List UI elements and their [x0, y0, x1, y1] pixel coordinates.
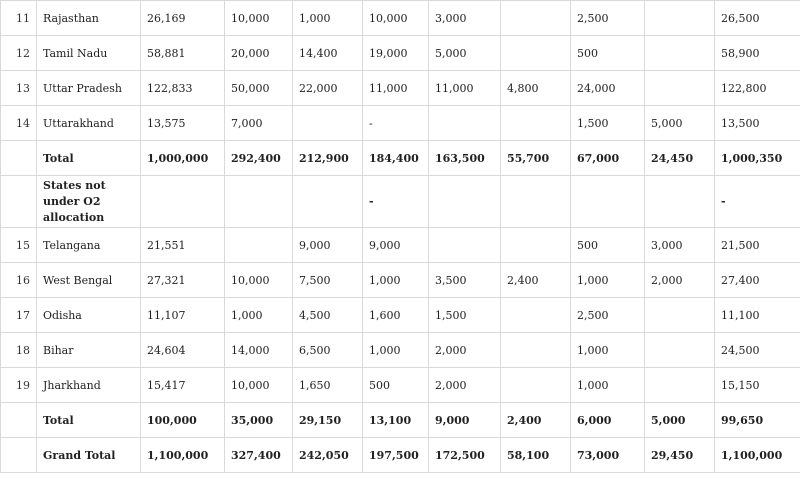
- value-cell: 6,000: [571, 403, 645, 438]
- value-cell: 20,000: [225, 36, 293, 71]
- value-cell: 14,000: [225, 333, 293, 368]
- value-cell: 15,417: [141, 368, 225, 403]
- state-name-cell: Total: [37, 403, 141, 438]
- value-cell: 26,500: [715, 1, 800, 36]
- value-cell: [645, 176, 715, 228]
- value-cell: 21,500: [715, 228, 800, 263]
- value-cell: 7,000: [225, 106, 293, 141]
- value-cell: [501, 36, 571, 71]
- value-cell: 2,000: [645, 263, 715, 298]
- value-cell: [501, 228, 571, 263]
- value-cell: 1,000,350: [715, 141, 800, 176]
- value-cell: 3,000: [429, 1, 501, 36]
- value-cell: 1,000: [571, 368, 645, 403]
- value-cell: 13,100: [363, 403, 429, 438]
- value-cell: [429, 106, 501, 141]
- value-cell: 100,000: [141, 403, 225, 438]
- value-cell: [293, 106, 363, 141]
- value-cell: 24,450: [645, 141, 715, 176]
- value-cell: 9,000: [429, 403, 501, 438]
- value-cell: 1,000: [363, 263, 429, 298]
- table-row: [1, 333, 800, 368]
- value-cell: 197,500: [363, 438, 429, 473]
- value-cell: 1,000: [571, 333, 645, 368]
- value-cell: 10,000: [363, 1, 429, 36]
- value-cell: 122,800: [715, 71, 800, 106]
- value-cell: 22,000: [293, 71, 363, 106]
- total-row: [1, 141, 800, 176]
- value-cell: 13,575: [141, 106, 225, 141]
- value-cell: [645, 1, 715, 36]
- value-cell: 1,000: [363, 333, 429, 368]
- value-cell: [645, 333, 715, 368]
- value-cell: 163,500: [429, 141, 501, 176]
- value-cell: 7,500: [293, 263, 363, 298]
- value-cell: 73,000: [571, 438, 645, 473]
- value-cell: 58,100: [501, 438, 571, 473]
- table-body: [1, 1, 800, 473]
- value-cell: 11,100: [715, 298, 800, 333]
- value-cell: 15,150: [715, 368, 800, 403]
- value-cell: [501, 106, 571, 141]
- table-row: [1, 71, 800, 106]
- state-name-cell: States not under O2 allocation: [37, 176, 141, 228]
- value-cell: 11,000: [363, 71, 429, 106]
- value-cell: 327,400: [225, 438, 293, 473]
- value-cell: 1,650: [293, 368, 363, 403]
- value-cell: 35,000: [225, 403, 293, 438]
- value-cell: [501, 298, 571, 333]
- value-cell: 1,100,000: [715, 438, 800, 473]
- state-name-cell: Bihar: [37, 333, 141, 368]
- row-number: 16: [1, 263, 37, 298]
- row-number: [1, 176, 37, 228]
- value-cell: 13,500: [715, 106, 800, 141]
- value-cell: 21,551: [141, 228, 225, 263]
- row-number: 19: [1, 368, 37, 403]
- row-number: 13: [1, 71, 37, 106]
- value-cell: 184,400: [363, 141, 429, 176]
- value-cell: 5,000: [429, 36, 501, 71]
- value-cell: 1,000: [571, 263, 645, 298]
- value-cell: 27,321: [141, 263, 225, 298]
- value-cell: 2,500: [571, 298, 645, 333]
- value-cell: 9,000: [363, 228, 429, 263]
- value-cell: 5,000: [645, 403, 715, 438]
- value-cell: 1,000: [293, 1, 363, 36]
- value-cell: -: [715, 176, 800, 228]
- row-number: 17: [1, 298, 37, 333]
- value-cell: 50,000: [225, 71, 293, 106]
- state-name-cell: Odisha: [37, 298, 141, 333]
- state-name-cell: Telangana: [37, 228, 141, 263]
- value-cell: 19,000: [363, 36, 429, 71]
- value-cell: [141, 176, 225, 228]
- section-header-row: [1, 176, 800, 228]
- value-cell: 1,500: [571, 106, 645, 141]
- row-number: [1, 438, 37, 473]
- value-cell: 1,000: [225, 298, 293, 333]
- value-cell: 10,000: [225, 368, 293, 403]
- value-cell: 11,000: [429, 71, 501, 106]
- value-cell: [501, 333, 571, 368]
- state-name-cell: Total: [37, 141, 141, 176]
- value-cell: 67,000: [571, 141, 645, 176]
- table-row: [1, 298, 800, 333]
- value-cell: 29,450: [645, 438, 715, 473]
- value-cell: 2,000: [429, 368, 501, 403]
- value-cell: 292,400: [225, 141, 293, 176]
- row-number: [1, 141, 37, 176]
- state-name-cell: Grand Total: [37, 438, 141, 473]
- table-row: [1, 228, 800, 263]
- value-cell: [645, 368, 715, 403]
- value-cell: 27,400: [715, 263, 800, 298]
- value-cell: 14,400: [293, 36, 363, 71]
- value-cell: 2,000: [429, 333, 501, 368]
- value-cell: [225, 176, 293, 228]
- value-cell: 122,833: [141, 71, 225, 106]
- value-cell: 500: [571, 36, 645, 71]
- row-number: 15: [1, 228, 37, 263]
- value-cell: [571, 176, 645, 228]
- value-cell: 24,604: [141, 333, 225, 368]
- value-cell: 500: [571, 228, 645, 263]
- value-cell: 58,881: [141, 36, 225, 71]
- value-cell: 4,800: [501, 71, 571, 106]
- value-cell: 2,400: [501, 403, 571, 438]
- row-number: [1, 403, 37, 438]
- row-number: 12: [1, 36, 37, 71]
- value-cell: 99,650: [715, 403, 800, 438]
- value-cell: 5,000: [645, 106, 715, 141]
- value-cell: 11,107: [141, 298, 225, 333]
- value-cell: [293, 176, 363, 228]
- value-cell: 1,000,000: [141, 141, 225, 176]
- state-name-cell: Jharkhand: [37, 368, 141, 403]
- value-cell: 242,050: [293, 438, 363, 473]
- value-cell: [429, 176, 501, 228]
- state-name-cell: Rajasthan: [37, 1, 141, 36]
- value-cell: 4,500: [293, 298, 363, 333]
- value-cell: [645, 71, 715, 106]
- value-cell: 3,500: [429, 263, 501, 298]
- value-cell: 55,700: [501, 141, 571, 176]
- value-cell: 6,500: [293, 333, 363, 368]
- value-cell: 1,100,000: [141, 438, 225, 473]
- row-number: 18: [1, 333, 37, 368]
- value-cell: [501, 368, 571, 403]
- value-cell: 24,500: [715, 333, 800, 368]
- value-cell: [429, 228, 501, 263]
- value-cell: [645, 36, 715, 71]
- value-cell: 2,400: [501, 263, 571, 298]
- table-row: [1, 36, 800, 71]
- value-cell: 26,169: [141, 1, 225, 36]
- total-row: [1, 403, 800, 438]
- value-cell: 1,600: [363, 298, 429, 333]
- row-number: 14: [1, 106, 37, 141]
- value-cell: [501, 1, 571, 36]
- table-row: [1, 1, 800, 36]
- row-number: 11: [1, 1, 37, 36]
- table-row: [1, 263, 800, 298]
- total-row: [1, 438, 800, 473]
- value-cell: 500: [363, 368, 429, 403]
- table-row: [1, 368, 800, 403]
- value-cell: [645, 298, 715, 333]
- value-cell: 58,900: [715, 36, 800, 71]
- value-cell: 29,150: [293, 403, 363, 438]
- value-cell: 9,000: [293, 228, 363, 263]
- value-cell: 2,500: [571, 1, 645, 36]
- value-cell: [501, 176, 571, 228]
- state-name-cell: West Bengal: [37, 263, 141, 298]
- value-cell: 3,000: [645, 228, 715, 263]
- value-cell: 172,500: [429, 438, 501, 473]
- value-cell: [225, 228, 293, 263]
- state-name-cell: Uttar Pradesh: [37, 71, 141, 106]
- state-name-cell: Uttarakhand: [37, 106, 141, 141]
- table-row: [1, 106, 800, 141]
- value-cell: 24,000: [571, 71, 645, 106]
- value-cell: 1,500: [429, 298, 501, 333]
- value-cell: 10,000: [225, 1, 293, 36]
- state-name-cell: Tamil Nadu: [37, 36, 141, 71]
- value-cell: -: [363, 176, 429, 228]
- value-cell: -: [363, 106, 429, 141]
- value-cell: 10,000: [225, 263, 293, 298]
- value-cell: 212,900: [293, 141, 363, 176]
